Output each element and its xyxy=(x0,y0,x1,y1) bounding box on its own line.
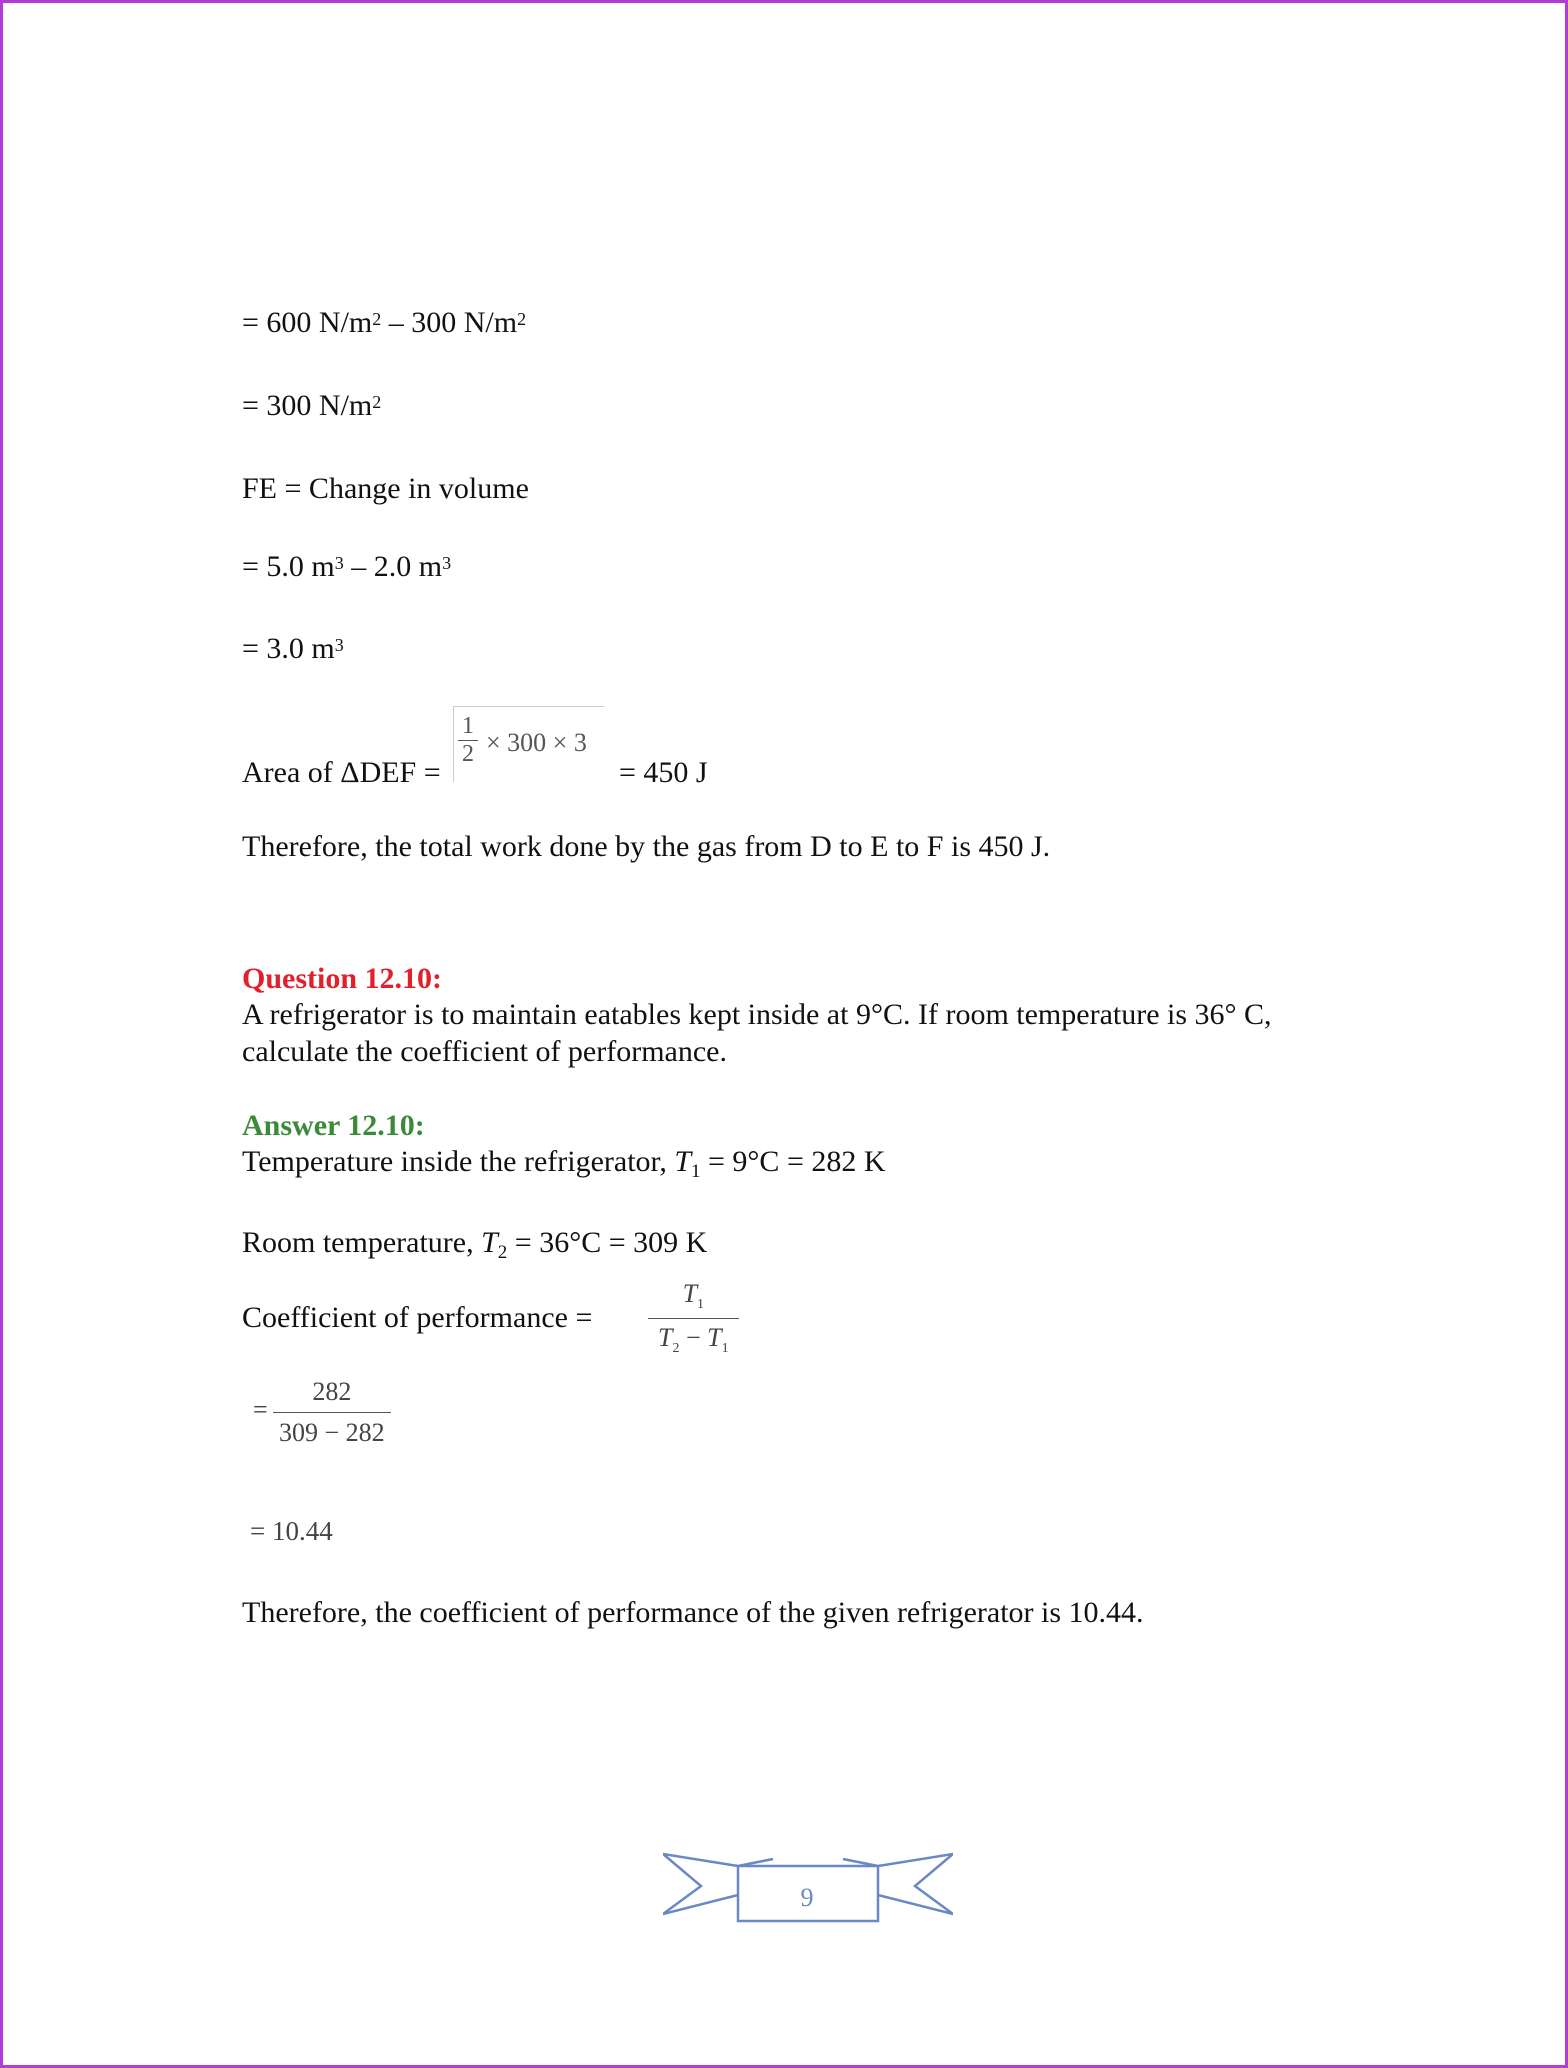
exponent: 3 xyxy=(442,553,452,573)
exponent: 2 xyxy=(372,309,382,329)
area-result: = 450 J xyxy=(619,756,708,789)
variable: T xyxy=(707,1323,722,1352)
question-heading: Question 12.10: xyxy=(242,962,443,995)
fraction-denominator: 2 xyxy=(462,741,474,767)
variable: T xyxy=(481,1226,498,1259)
equation-line xyxy=(242,549,451,585)
fraction-numerator xyxy=(648,1275,739,1319)
subscript: 2 xyxy=(672,1341,680,1356)
variable: T xyxy=(674,1145,692,1178)
variable: T xyxy=(658,1323,673,1352)
calc-fraction xyxy=(273,1372,391,1453)
equation-line xyxy=(242,305,526,341)
equals-sign: = xyxy=(253,1395,268,1424)
fraction-denominator: 309 − 282 xyxy=(279,1418,385,1447)
minus: − xyxy=(679,1323,708,1352)
eq-text: = 3.0 m xyxy=(242,632,335,665)
exponent: 3 xyxy=(334,635,344,655)
question-text: calculate the coefficient of performance. xyxy=(242,1035,727,1068)
text-line: FE = Change in volume xyxy=(242,472,529,505)
page-number: 9 xyxy=(800,1883,814,1912)
exponent: 3 xyxy=(334,553,344,573)
equation-line xyxy=(242,631,344,667)
answer-line xyxy=(242,1225,707,1265)
area-expression: × 300 × 3 xyxy=(486,728,587,757)
variable: T xyxy=(682,1279,698,1308)
subscript: 1 xyxy=(691,1161,701,1182)
eq-text: = 9°C = 282 K xyxy=(700,1145,886,1178)
eq-text: = 5.0 m xyxy=(242,550,335,583)
fraction-numerator: 1 xyxy=(458,713,478,741)
area-formula-image xyxy=(453,706,604,782)
eq-text: = 600 N/m xyxy=(242,306,373,339)
result-line: = 10.44 xyxy=(250,1516,333,1546)
eq-text: Room temperature, xyxy=(242,1226,482,1259)
eq-text: – 2.0 m xyxy=(343,550,443,583)
fraction xyxy=(458,713,478,768)
eq-text: – 300 N/m xyxy=(381,306,518,339)
answer-line xyxy=(242,1144,886,1184)
conclusion-text: Therefore, the total work done by the gas from D to E to F is 450 J. xyxy=(242,830,1051,863)
question-text: A refrigerator is to maintain eatables kept inside at 9°C. If room temperature is 36° C, xyxy=(242,998,1272,1031)
subscript: 2 xyxy=(497,1242,508,1263)
answer-heading: Answer 12.10: xyxy=(242,1109,425,1142)
area-label: Area of ΔDEF = xyxy=(242,756,441,789)
fraction-numerator: 282 xyxy=(273,1372,391,1413)
cop-formula xyxy=(648,1275,739,1362)
subscript: 1 xyxy=(721,1341,729,1356)
conclusion-text: Therefore, the coefficient of performance of the given refrigerator is 10.44. xyxy=(242,1596,1144,1629)
exponent: 2 xyxy=(372,392,382,412)
equation-line xyxy=(242,388,381,424)
subscript: 1 xyxy=(697,1297,705,1312)
exponent: 2 xyxy=(517,309,527,329)
fraction-denominator xyxy=(648,1319,739,1362)
eq-text: Temperature inside the refrigerator, xyxy=(242,1145,675,1178)
eq-text: = 36°C = 309 K xyxy=(507,1226,708,1259)
cop-label: Coefficient of performance = xyxy=(242,1301,593,1334)
eq-text: = 300 N/m xyxy=(242,389,373,422)
